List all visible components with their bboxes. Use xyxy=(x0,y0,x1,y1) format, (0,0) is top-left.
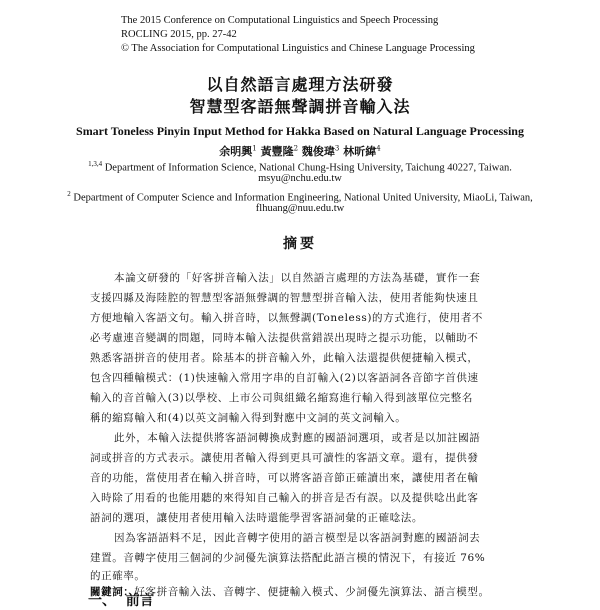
abstract-line: 必考慮連音變調的問題，同時本輸入法提供當錯誤出現時之提示功能，以輔助不 xyxy=(90,332,479,344)
abstract-heading: 摘要 xyxy=(283,236,317,252)
affiliation-1-text: Department of Information Science, National Chung-Hsing University, Taichung 40227, Taiwan. xyxy=(104,162,512,174)
section-heading xyxy=(88,590,154,610)
header-line-3: © The Association for Computational Linguistics and Chinese Language Processing xyxy=(121,43,475,54)
abstract-line: 詞或拼音的方式表示。讓使用者輸入得到更具可讀性的客語文章。還有，提供發 xyxy=(90,452,479,464)
header-line-2: ROCLING 2015, pp. 27-42 xyxy=(121,29,237,40)
abstract-line: 音的功能，當使用者在輸入拼音時，可以將客語音節正確讀出來，讓使用者在輸 xyxy=(90,472,479,484)
author-2: 黃豐隆 xyxy=(260,145,294,158)
author-4-sup: 4 xyxy=(376,144,381,153)
affiliation-2-sup: 2 xyxy=(67,190,71,198)
abstract-line: 熟悉客語拼音的使用者。除基本的拼音輸入外，此輸入法還提供便捷輸入模式， xyxy=(90,352,479,364)
author-3-sup: 3 xyxy=(334,144,340,153)
abstract-line: 支援四縣及海陸腔的智慧型客語無聲調的智慧型拼音輸入法，使用者能夠快速且 xyxy=(90,292,479,304)
title-cn-line-2: 智慧型客語無聲調拼音輸入法 xyxy=(189,97,411,116)
title-en: Smart Toneless Pinyin Input Method for Hakka Based on Natural Language Processing xyxy=(76,124,524,138)
author-1: 余明興 xyxy=(219,145,253,158)
abstract-line: 方便地輸入客語文句。輸入拼音時，以無聲調(Toneless)的方式進行，使用者不 xyxy=(90,312,484,324)
abstract-line: 本論文研發的「好客拼音輸入法」以自然語言處理的方法為基礎，實作一套 xyxy=(114,272,481,284)
abstract-line: 入時除了用看的也能用聽的來得知自己輸入的拼音是否有誤。以及提供唸出此客 xyxy=(90,492,479,504)
author-3: 魏俊瑋 xyxy=(301,145,335,158)
email-2: flhuang@nuu.edu.tw xyxy=(255,203,345,214)
author-2-sup: 2 xyxy=(293,144,299,153)
abstract-line: 此外，本輸入法提供將客語詞轉換成對應的國語詞選項，或者是以加註國語 xyxy=(114,432,481,444)
header-line-1: The 2015 Conference on Computational Linguistics and Speech Processing xyxy=(121,15,439,26)
abstract-line: 語詞的選項，讓使用者使用輸入法時還能學習客語詞彙的正確唸法。 xyxy=(90,512,423,524)
abstract-line: 包含四種輸模式：(1)快速輸入常用字串的自訂輸入(2)以客語詞各音節字首供速 xyxy=(90,372,479,384)
author-4: 林昕緯 xyxy=(343,145,377,158)
abstract-line: 的正確率。 xyxy=(90,570,146,582)
affiliation-1-sup: 1,3,4 xyxy=(88,160,103,168)
keywords-label: 關鍵詞： xyxy=(90,586,135,598)
section-title: 前言 xyxy=(125,593,154,609)
affiliation-2-text: Department of Computer Science and Information Engineering, National United University, MiaoLi, Taiwan, xyxy=(73,192,533,204)
abstract-line: 輸入的音首輸入(3)以學校、上市公司與組織名縮寫進行輸入得到該單位完整名 xyxy=(90,392,473,404)
keywords-text: 好客拼音輸入法、音轉字、便捷輸入模式、少詞優先演算法、語言模型。 xyxy=(134,586,490,598)
abstract-line: 稱的縮寫輸入和(4)以英文詞輸入得到對應中文詞的英文詞輸入。 xyxy=(90,412,407,424)
author-1-sup: 1 xyxy=(252,144,257,153)
title-cn-line-1: 以自然語言處理方法研發 xyxy=(206,75,394,94)
abstract-line: 因為客語語料不足，因此音轉字使用的語言模型是以客語詞對應的國語詞去 xyxy=(114,532,481,544)
abstract-line: 建置。音轉字使用三個詞的少詞優先演算法搭配此語言模的情況下，有接近 76% xyxy=(90,552,486,564)
author-list xyxy=(0,143,600,159)
conference-header xyxy=(121,14,475,56)
section-number: 一、 xyxy=(88,593,116,609)
email-1: msyu@nchu.edu.tw xyxy=(258,173,342,184)
